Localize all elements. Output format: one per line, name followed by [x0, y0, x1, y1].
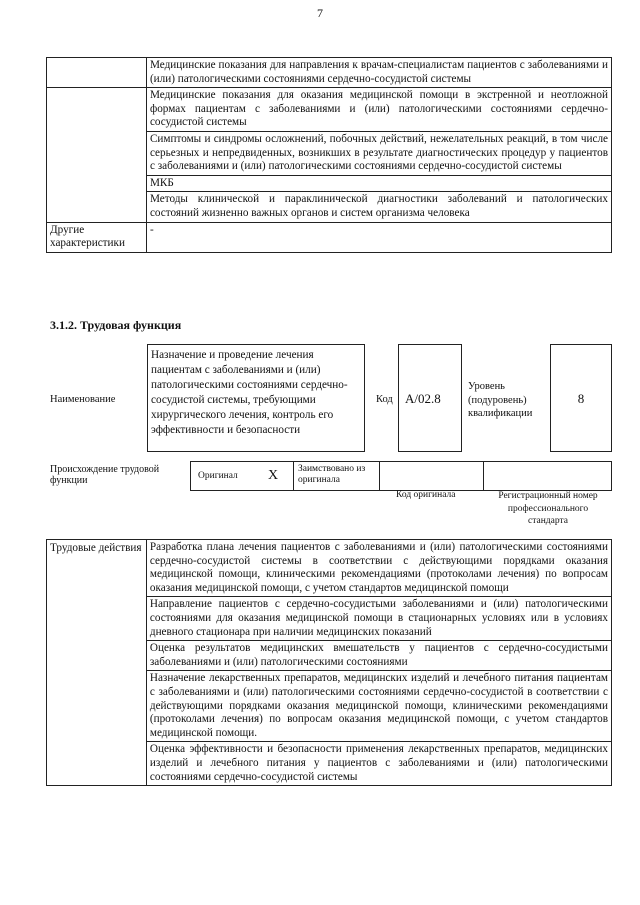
table-row	[47, 175, 612, 192]
labor-action-item: Оценка эффективности и безопасности применения лекарственных препаратов, медицинских изделий и лечебного питания у пациентов с заболеваниями и (или) патологическими состояниями сердечно-сосудистой системы	[146, 742, 611, 786]
table-row	[47, 58, 612, 88]
code-original-caption: Код оригинала	[396, 490, 456, 500]
knowledge-table	[46, 57, 612, 253]
labor-action-item: Оценка результатов медицинских вмешательств у пациентов с сердечно-сосудистыми заболеваниями и (или) патологическими состояниями	[146, 641, 611, 671]
divider	[379, 461, 380, 491]
name-value-box	[147, 344, 365, 452]
origin-strip	[190, 461, 612, 491]
table-row	[47, 88, 612, 132]
labor-action-item: Направление пациентов с сердечно-сосудистыми заболеваниями и (или) патологическими состояниями для оказания медицинской помощи в стационарных условиях или в условиях дневного стационара при наличии медицинских показаний	[146, 597, 611, 641]
knowledge-item: Медицинские показания для направления к врачам-специалистам пациентов с заболеваниями и (или) патологическими состояниями сердечно-сосудистой системы	[146, 58, 611, 88]
labor-actions-label: Трудовые действия	[47, 540, 147, 786]
code-label: Код	[376, 394, 393, 405]
name-label: Наименование	[50, 394, 116, 405]
other-characteristics-label: Другие характеристики	[47, 222, 147, 252]
labor-actions-table	[46, 539, 612, 786]
code-box	[398, 344, 462, 452]
knowledge-item: Медицинские показания для оказания медицинской помощи в экстренной и неотложной формах пациентам с заболеваниями и (или) патологическими состояниями сердечно-сосудистой системы	[146, 88, 611, 132]
page-number: 7	[317, 6, 323, 20]
level-label: Уровень (подуровень) квалификации	[468, 381, 533, 419]
reg-number-caption: Регистрационный номер профессионального стандарта	[498, 491, 598, 526]
labor-action-item: Назначение лекарственных препаратов, медицинских изделий и лечебного питания пациентам с заболеваниями и (или) патологическими состояниями сердечно-сосудистой в соответствии с действующими порядками оказания медицинской помощи, клиническими рекомендациями (протоколами лечения) по вопросам оказания медицинской помощи, с учетом стандартов медицинской помощи.	[146, 671, 611, 742]
knowledge-item: Симптомы и синдромы осложнений, побочных действий, нежелательных реакций, в том числе серьезных и непредвиденных, возникших в результате диагностических процедур у пациентов с заболеваниями и (или) патологическими состояниями сердечно-сосудистой системы	[146, 131, 611, 175]
labor-action-item: Разработка плана лечения пациентов с заболеваниями и (или) патологическими состояниями сердечно-сосудистой системы в соответствии с действующими порядками оказания медицинской помощи, клиническими рекомендациями (протоколами лечения) по вопросам оказания медицинской помощи, с учетом стандартов медицинской помощи	[146, 540, 611, 597]
knowledge-item: Методы клинической и параклинической диагностики заболеваний и патологических состояний жизненно важных органов и систем организма человека	[146, 192, 611, 222]
original-label: Оригинал	[198, 471, 238, 481]
function-name: Назначение и проведение лечения пациентам с заболеваниями и (или) патологическими состояниями сердечно-сосудистой системы, требующими хирургического лечения, контроль его эффективности и безопасности	[151, 349, 348, 436]
code-value: А/02.8	[405, 391, 441, 406]
level-value: 8	[577, 391, 585, 406]
original-mark: X	[268, 468, 279, 483]
table-row	[47, 222, 612, 252]
level-box	[550, 344, 612, 452]
divider	[483, 461, 484, 491]
borrowed-label: Заимствовано из оригинала	[298, 464, 366, 485]
knowledge-item: МКБ	[146, 175, 611, 192]
divider	[293, 461, 294, 491]
section-title: 3.1.2. Трудовая функция	[50, 318, 182, 332]
table-row	[47, 192, 612, 222]
table-row	[47, 540, 612, 597]
other-characteristics-value: -	[146, 222, 611, 252]
table-row	[47, 131, 612, 175]
origin-label: Происхождение трудовой функции	[50, 464, 160, 486]
